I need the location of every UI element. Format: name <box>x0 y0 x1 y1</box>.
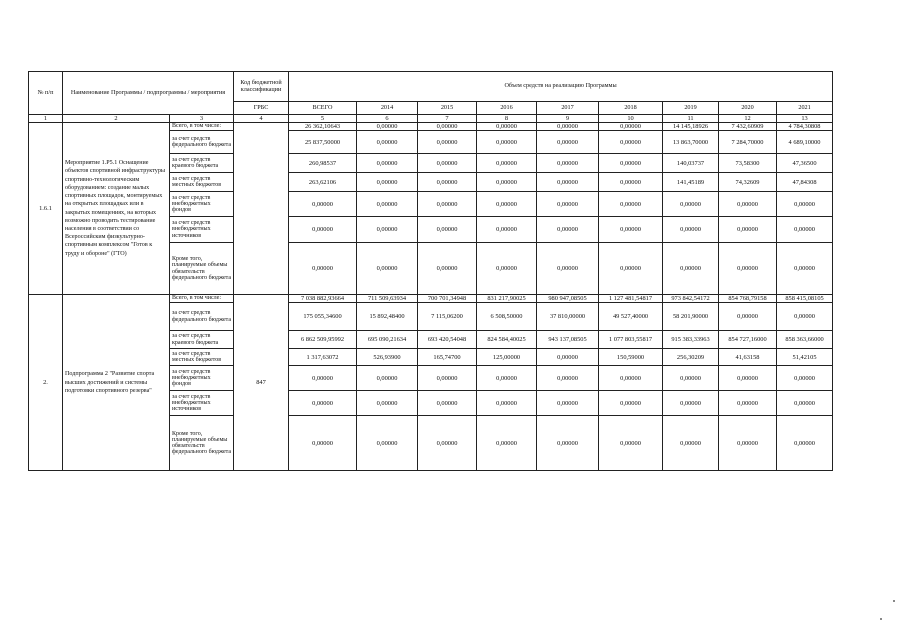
value-cell: 41,63158 <box>719 349 777 366</box>
program-name: Подпрограмма 2 "Развитие спорта высших достижений и системы подготовки спортивного резерва" <box>63 295 170 471</box>
grbs-code: 847 <box>234 295 289 471</box>
value-cell: 0,00000 <box>418 173 477 192</box>
value-cell: 0,00000 <box>719 416 777 471</box>
col-number: 12 <box>719 115 777 123</box>
value-cell: 0,00000 <box>477 173 537 192</box>
value-cell: 58 201,90000 <box>663 303 719 331</box>
funding-source: за счет средств внебюджетных фондов <box>170 192 234 217</box>
value-cell: 915 383,33963 <box>663 331 719 349</box>
value-cell: 0,00000 <box>357 243 418 295</box>
funding-source: за счет средств краевого бюджета <box>170 331 234 349</box>
funding-source: Всего, в том числе: <box>170 295 234 303</box>
value-cell: 125,00000 <box>477 349 537 366</box>
value-cell: 0,00000 <box>537 416 599 471</box>
header-year: 2021 <box>777 102 833 115</box>
value-cell: 74,32609 <box>719 173 777 192</box>
col-number: 10 <box>599 115 663 123</box>
value-cell: 26 362,10643 <box>289 123 357 131</box>
value-cell: 0,00000 <box>537 366 599 391</box>
value-cell: 711 509,63934 <box>357 295 418 303</box>
value-cell: 141,45189 <box>663 173 719 192</box>
value-cell: 25 837,50000 <box>289 131 357 154</box>
value-cell: 0,00000 <box>477 416 537 471</box>
grbs-code <box>234 123 289 295</box>
value-cell: 0,00000 <box>599 192 663 217</box>
value-cell: 0,00000 <box>777 192 833 217</box>
funding-source: за счет средств внебюджетных источников <box>170 391 234 416</box>
value-cell: 0,00000 <box>357 192 418 217</box>
value-cell: 973 842,54172 <box>663 295 719 303</box>
value-cell: 1 317,63072 <box>289 349 357 366</box>
value-cell: 0,00000 <box>289 391 357 416</box>
value-cell: 0,00000 <box>537 154 599 173</box>
value-cell: 7 284,70000 <box>719 131 777 154</box>
value-cell: 0,00000 <box>719 366 777 391</box>
value-cell: 693 420,54048 <box>418 331 477 349</box>
header-code: Код бюджетной классификации <box>234 72 289 102</box>
value-cell: 0,00000 <box>599 217 663 243</box>
value-cell: 0,00000 <box>663 192 719 217</box>
header-name: Наименование Программы / подпрограммы / мероприятия <box>63 72 234 115</box>
value-cell: 854 727,16000 <box>719 331 777 349</box>
value-cell: 0,00000 <box>777 366 833 391</box>
value-cell: 854 768,79158 <box>719 295 777 303</box>
col-number: 3 <box>170 115 234 123</box>
value-cell: 6 862 509,95992 <box>289 331 357 349</box>
value-cell: 47,84308 <box>777 173 833 192</box>
col-number: 9 <box>537 115 599 123</box>
value-cell: 263,62106 <box>289 173 357 192</box>
value-cell: 0,00000 <box>477 366 537 391</box>
header-year: 2019 <box>663 102 719 115</box>
value-cell: 0,00000 <box>663 366 719 391</box>
value-cell: 165,74700 <box>418 349 477 366</box>
value-cell: 0,00000 <box>537 131 599 154</box>
value-cell: 0,00000 <box>663 243 719 295</box>
value-cell: 0,00000 <box>289 416 357 471</box>
scan-speck <box>880 618 882 620</box>
value-cell: 0,00000 <box>477 243 537 295</box>
value-cell: 175 055,34600 <box>289 303 357 331</box>
value-cell: 0,00000 <box>719 391 777 416</box>
col-number: 1 <box>29 115 63 123</box>
value-cell: 0,00000 <box>289 217 357 243</box>
funding-source: за счет средств местных бюджетов <box>170 173 234 192</box>
value-cell: 0,00000 <box>537 123 599 131</box>
value-cell: 0,00000 <box>418 131 477 154</box>
value-cell: 0,00000 <box>357 416 418 471</box>
value-cell: 256,30209 <box>663 349 719 366</box>
header-year: 2018 <box>599 102 663 115</box>
col-number: 11 <box>663 115 719 123</box>
value-cell: 700 701,34948 <box>418 295 477 303</box>
value-cell: 0,00000 <box>663 416 719 471</box>
header-year: 2016 <box>477 102 537 115</box>
header-year: 2017 <box>537 102 599 115</box>
value-cell: 0,00000 <box>599 173 663 192</box>
value-cell: 0,00000 <box>537 243 599 295</box>
value-cell: 0,00000 <box>477 391 537 416</box>
value-cell: 0,00000 <box>599 391 663 416</box>
value-cell: 150,59000 <box>599 349 663 366</box>
value-cell: 0,00000 <box>777 303 833 331</box>
header-year: 2015 <box>418 102 477 115</box>
value-cell: 0,00000 <box>357 217 418 243</box>
value-cell: 0,00000 <box>357 173 418 192</box>
value-cell: 0,00000 <box>599 154 663 173</box>
funding-source: за счет средств внебюджетных источников <box>170 217 234 243</box>
value-cell: 0,00000 <box>477 217 537 243</box>
funding-source: за счет средств местных бюджетов <box>170 349 234 366</box>
value-cell: 0,00000 <box>357 391 418 416</box>
value-cell: 7 038 882,93664 <box>289 295 357 303</box>
value-cell: 7 432,60909 <box>719 123 777 131</box>
header-volume: Объем средств на реализацию Программы <box>289 72 833 102</box>
value-cell: 0,00000 <box>777 416 833 471</box>
funding-source: за счет средств федерального бюджета <box>170 303 234 331</box>
value-cell: 0,00000 <box>777 243 833 295</box>
value-cell: 1 127 481,54817 <box>599 295 663 303</box>
value-cell: 0,00000 <box>357 366 418 391</box>
value-cell: 47,36500 <box>777 154 833 173</box>
header-grbs: ГРБС <box>234 102 289 115</box>
value-cell: 0,00000 <box>537 173 599 192</box>
value-cell: 0,00000 <box>599 123 663 131</box>
value-cell: 6 508,50000 <box>477 303 537 331</box>
value-cell: 4 784,30808 <box>777 123 833 131</box>
col-number: 4 <box>234 115 289 123</box>
value-cell: 37 810,00000 <box>537 303 599 331</box>
col-number: 5 <box>289 115 357 123</box>
col-number: 6 <box>357 115 418 123</box>
value-cell: 0,00000 <box>663 217 719 243</box>
value-cell: 0,00000 <box>357 131 418 154</box>
value-cell: 51,42105 <box>777 349 833 366</box>
table-body <box>29 123 833 471</box>
header-year: 2020 <box>719 102 777 115</box>
value-cell: 0,00000 <box>418 243 477 295</box>
value-cell: 7 115,06200 <box>418 303 477 331</box>
value-cell: 0,00000 <box>418 391 477 416</box>
value-cell: 0,00000 <box>537 192 599 217</box>
funding-source: Всего, в том числе: <box>170 123 234 131</box>
program-name: Мероприятие 1.Р5.1 Оснащение объектов спортивной инфраструктуры спортивно-технологическим оборудованием: создание малых спортивных площадок, монтируемых на открытых площадках или в закрытых помещениях, на которых возможно проводить тестирование населения в соответствии со Всероссийским физкультурно-спортивным комплексом "Готов к труду и обороне" (ГТО) <box>63 123 170 295</box>
row-number: 1.6.1 <box>29 123 63 295</box>
funding-source: за счет средств федерального бюджета <box>170 131 234 154</box>
value-cell: 4 689,10000 <box>777 131 833 154</box>
funding-source: за счет средств краевого бюджета <box>170 154 234 173</box>
value-cell: 0,00000 <box>477 154 537 173</box>
value-cell: 1 077 803,55817 <box>599 331 663 349</box>
funding-source: Кроме того, планируемые объемы обязательств федерального бюджета <box>170 243 234 295</box>
value-cell: 0,00000 <box>719 192 777 217</box>
value-cell: 0,00000 <box>418 123 477 131</box>
col-number: 7 <box>418 115 477 123</box>
value-cell: 0,00000 <box>418 192 477 217</box>
value-cell: 0,00000 <box>289 366 357 391</box>
value-cell: 858 415,08105 <box>777 295 833 303</box>
scan-speck <box>893 600 895 602</box>
value-cell: 0,00000 <box>599 416 663 471</box>
row-number: 2. <box>29 295 63 471</box>
value-cell: 831 217,90025 <box>477 295 537 303</box>
value-cell: 0,00000 <box>418 366 477 391</box>
value-cell: 0,00000 <box>537 217 599 243</box>
value-cell: 0,00000 <box>289 192 357 217</box>
value-cell: 695 090,21634 <box>357 331 418 349</box>
value-cell: 0,00000 <box>599 243 663 295</box>
value-cell: 0,00000 <box>289 243 357 295</box>
value-cell: 73,58300 <box>719 154 777 173</box>
value-cell: 260,98537 <box>289 154 357 173</box>
value-cell: 0,00000 <box>418 154 477 173</box>
funding-source: за счет средств внебюджетных фондов <box>170 366 234 391</box>
funding-source: Кроме того, планируемые объемы обязательств федерального бюджета <box>170 416 234 471</box>
value-cell: 0,00000 <box>537 349 599 366</box>
value-cell: 0,00000 <box>418 416 477 471</box>
value-cell: 0,00000 <box>357 154 418 173</box>
value-cell: 14 145,18926 <box>663 123 719 131</box>
value-cell: 0,00000 <box>719 303 777 331</box>
value-cell: 0,00000 <box>599 366 663 391</box>
value-cell: 980 947,08505 <box>537 295 599 303</box>
value-cell: 0,00000 <box>719 217 777 243</box>
budget-table <box>28 71 833 471</box>
col-number: 13 <box>777 115 833 123</box>
value-cell: 0,00000 <box>477 123 537 131</box>
col-number: 2 <box>63 115 170 123</box>
value-cell: 943 137,08505 <box>537 331 599 349</box>
value-cell: 0,00000 <box>777 391 833 416</box>
value-cell: 0,00000 <box>599 131 663 154</box>
value-cell: 15 892,48400 <box>357 303 418 331</box>
header-total: ВСЕГО <box>289 102 357 115</box>
value-cell: 824 584,40025 <box>477 331 537 349</box>
value-cell: 858 363,66000 <box>777 331 833 349</box>
header-year: 2014 <box>357 102 418 115</box>
value-cell: 13 863,70000 <box>663 131 719 154</box>
value-cell: 526,93900 <box>357 349 418 366</box>
value-cell: 0,00000 <box>477 192 537 217</box>
value-cell: 0,00000 <box>663 391 719 416</box>
value-cell: 140,03737 <box>663 154 719 173</box>
value-cell: 0,00000 <box>537 391 599 416</box>
value-cell: 0,00000 <box>357 123 418 131</box>
value-cell: 0,00000 <box>719 243 777 295</box>
value-cell: 0,00000 <box>477 131 537 154</box>
col-number: 8 <box>477 115 537 123</box>
value-cell: 49 527,40000 <box>599 303 663 331</box>
value-cell: 0,00000 <box>777 217 833 243</box>
header-num: № п/п <box>29 72 63 115</box>
value-cell: 0,00000 <box>418 217 477 243</box>
